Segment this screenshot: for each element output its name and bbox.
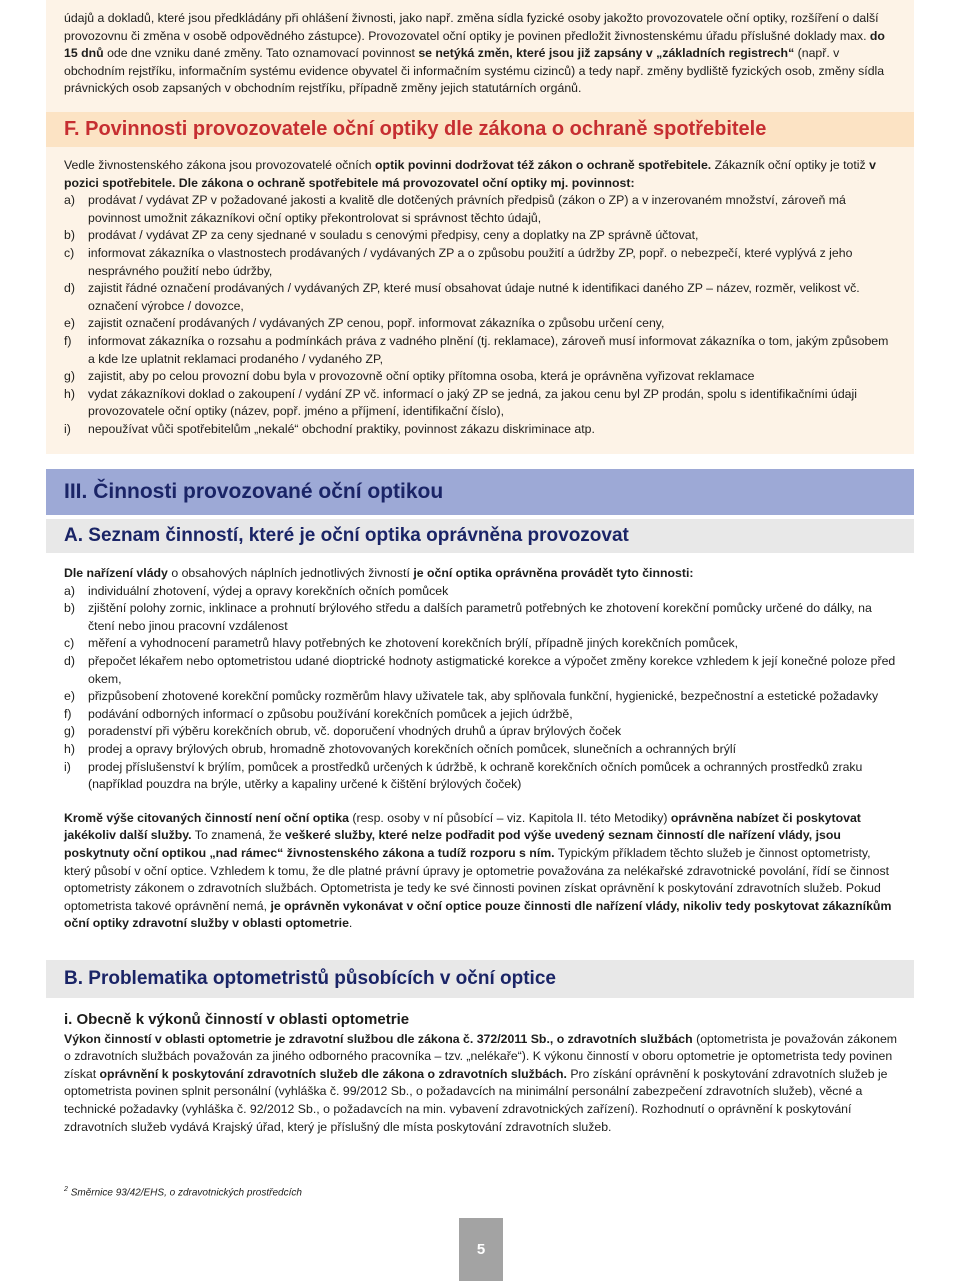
list-item: g) poradenství při výběru korekčních obrub, vč. doporučení vhodných druhů a úprav brýlových čoček (64, 724, 622, 739)
list-item: b) zjištění polohy zornic, inklinace a prohnutí brýlového středu a dalších parametrů potřebných ke zhotovení korekční pomůcky určené do dálky, na čtení nebo jinou pracovní vzdálenost (64, 601, 872, 633)
list-item: c) informovat zákazníka o vlastnostech prodávaných / vydávaných ZP a o způsobu použití a údržby ZP, popř. o nebezpečí, které vyplývá z jeho nesprávného použití nebo údržby, (64, 245, 853, 278)
obligations-panel (46, 0, 914, 454)
page-number: 5 (459, 1218, 503, 1281)
subsection-heading: i. Obecně k výkonů činností v oblasti optometrie (64, 1011, 410, 1028)
section-a-body (64, 565, 898, 933)
list-item: g) zajistit, aby po celou provozní dobu byla v provozovně oční optiky přítomna osoba, která je oprávněna vyřizovat reklamace (64, 369, 755, 384)
list-item: f) informovat zákazníka o rozsahu a podmínkách práva z vadného plnění (tj. reklamace), zároveň musí informovat zákazníka o tom, jakým způsobem a kde lze uplatnit reklamaci prodaného / vydaného ZP, (64, 333, 889, 366)
section-a-heading: A. Seznam činností, které je oční optika oprávněna provozovat (46, 519, 914, 553)
section-b-heading: B. Problematika optometristů působících v oční optice (46, 960, 914, 998)
list-item: d) zajistit řádné označení prodávaných / vydávaných ZP, které musí obsahovat údaje nutné k identifikaci daného ZP – název, rozměr, velikost vč. označení výrobce / dovozce, (64, 281, 860, 313)
list-item: f) podávání odborných informací o způsobu používání korekčních pomůcek a jejich údržbě, (64, 706, 573, 721)
list-item: b) prodávat / vydávat ZP za ceny sjednané v souladu s cenovými předpisy, ceny a doplatky na ZP správně účtovat, (64, 228, 699, 243)
section-f-intro: Vedle živnostenského zákona jsou provozovatelé očních optik povinni dodržovat též zákon o ochraně spotřebitele. Zákazník oční optiky je totiž v pozici spotřebitele. Dle zákona o ochraně spotřebitele má provozovatel oční optiky mj. povinnost: (64, 157, 876, 190)
list-item: a) individuální zhotovení, výdej a opravy korekčních očních pomůcek (64, 583, 449, 598)
list-item: c) měření a vyhodnocení parametrů hlavy potřebných ke zhotovení korekčních brýlí, případně jiných korekčních pomůcek, (64, 636, 739, 651)
list-item: e) zajistit označení prodávaných / vydávaných ZP cenou, popř. informovat zákazníka o způsobu určení ceny, (64, 316, 665, 331)
section-f-heading: F. Povinnosti provozovatele oční optiky dle zákona o ochraně spotřebitele (46, 112, 914, 147)
footnote: $^2$ Směrnice 93/42/EHS, o zdravotnických prostředcích (64, 1186, 302, 1199)
list-item: h) vydat zákazníkovi doklad o zakoupení / vydání ZP vč. informací o jaký ZP se jedná, za jakou cenu byl ZP prodán, spolu s identifikačními údaji provozovatele oční optiky (název, popř. jméno a příjmení, identifikační číslo), (64, 386, 857, 419)
list-item: e) přizpůsobení zhotovené korekční pomůcky rozměrům hlavy uživatele tak, aby splňovala funkční, hygienické, bezpečnostní a estetické požadavky (64, 689, 879, 704)
section-a-list (64, 583, 898, 794)
section-a-closing: Kromě výše citovaných činností není oční optika (resp. osoby v ní působící – viz. Kapitola II. této Metodiky) oprávněna nabízet či poskytovat jakékoliv další služby. To znamená, že veškeré služby, které nelze podřadit pod výše uvedený seznam činností dle nařízení vlády, jsou poskytnuty oční optikou „nad rámec“ živnostenského zákona a tudíž rozporu s ním. Typickým příkladem těchto služeb je činnost optometristy, který působí v oční optice. Vzhledem k tomu, že dle platné právní úpravy je optometrie považována za nelékařské zdravotnické povolání, řídí se činnost optometristy zákonem o zdravotních službách. Optometrista je tedy ke své činnosti povinen získat oprávnění k poskytování zdravotních služeb. Pokud optometrista takové oprávnění nemá, je oprávněn vykonávat v oční optice pouze činnosti dle nařízení vlády, nikoliv tedy poskytovat zákazníkům oční optiky zdravotní služby v oblasti optometrie. (64, 810, 892, 931)
section-a-intro: Dle nařízení vlády o obsahových náplních jednotlivých živností je oční optika oprávněna provádět tyto činnosti: (64, 566, 694, 580)
chapter-heading: III. Činnosti provozované oční optikou (46, 469, 914, 515)
intro-paragraph: údajů a dokladů, které jsou předkládány při ohlášení živnosti, jako např. změna sídla fyzické osoby jakožto provozovatele oční optiky, rozšíření o další provozovnu či změna v osobě odpovědného zástupce). Provozovatel oční optiky je povinen předložit živnostenskému úřadu příslušné doklady max. do 15 dnů ode dne vzniku dané změny. Tato oznamovací povinnost se netýká změn, které jsou již zapsány v „základních registrech“ (např. v obchodním rejstříku, informačním systému evidence obyvatel či informačním systému cizinců) a tedy např. změny bydliště fyzických osob, změny sídla právnických osob zapsaných v obchodním rejstříku, případně změny jejich statutárních orgánů. (64, 11, 885, 96)
list-item: a) prodávat / vydávat ZP v požadované jakosti a kvalitě dle dotčených právních předpisů (zákon o ZP) a v inzerovaném množství, zároveň má povinnost umožnit zákazníkovi oční optiky překontrolovat si správnost těchto údajů, (64, 193, 846, 225)
list-item: i) prodej příslušenství k brýlím, pomůcek a prostředků určených k údržbě, k ochraně korekčních očních pomůcek a ochranných prostředků zraku (například pouzdra na brýle, utěrky a kapaliny určené k čištění brýlových čoček) (64, 759, 863, 792)
section-b-paragraph: Výkon činností v oblasti optometrie je zdravotní službou dle zákona č. 372/2011 Sb., o zdravotních službách (optometrista je považován zákonem o zdravotních službách považován za jiného odborného pracovníka – tzv. „nelékaře“). K výkonu činností v oboru optometrie je optometrista tedy povinen získat oprávnění k poskytování zdravotních služeb dle zákona o zdravotních službách. Pro získání oprávnění k poskytování zdravotních služeb je optometrista povinen splnit personální (vyhláška č. 99/2012 Sb., o požadavcích na minimální personální zabezpečení zdravotních služeb), věcné a technické požadavky (vyhláška č. 92/2012 Sb., o požadavcích na min. vybavení zdravotnických zařízení). Rozhodnutí o oprávnění k poskytování zdravotních služeb vydává Krajský úřad, který je příslušný dle místa poskytování zdravotních služeb. (64, 1031, 898, 1134)
section-b-body (64, 1011, 898, 1136)
list-item: i) nepoužívat vůči spotřebitelům „nekalé“ obchodní praktiky, povinnost zákazu diskriminace atp. (64, 421, 595, 436)
list-item: h) prodej a opravy brýlových obrub, hromadně zhotovovaných korekčních očních pomůcek, slunečních a ochranných brýlí (64, 741, 736, 756)
section-f-list (64, 192, 896, 438)
list-item: d) přepočet lékařem nebo optometristou udané dioptrické hodnoty astigmatické korekce a výpočet změny korekce vzhledem k její konečné poloze před okem, (64, 653, 896, 686)
